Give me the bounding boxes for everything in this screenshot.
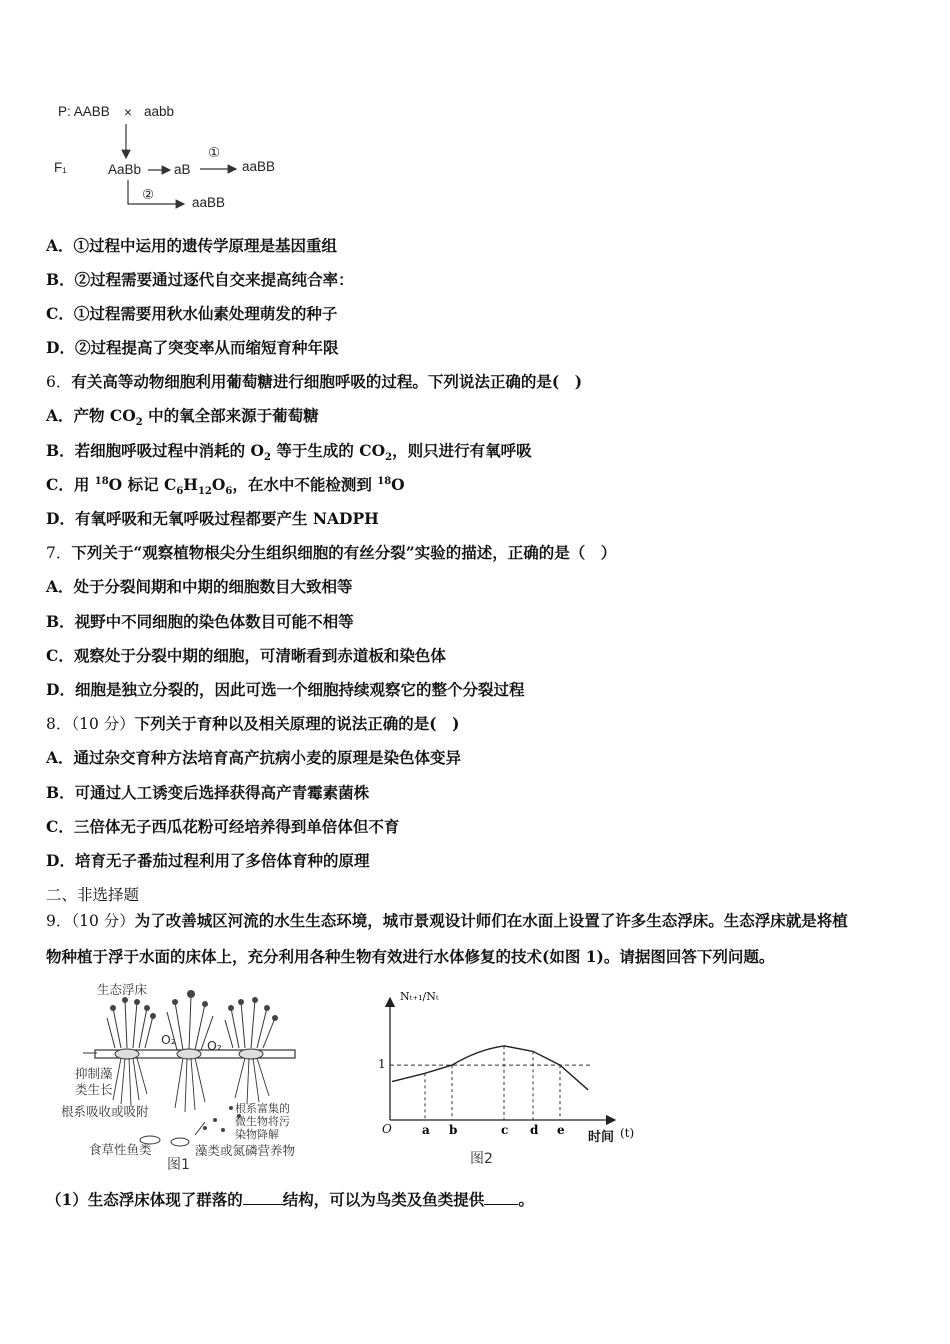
step1-mark: ① [208,145,221,160]
x-tick-e: e [557,1123,565,1137]
label-float-bed: 生态浮床 [97,982,148,997]
step1-result: aaBB [242,159,276,174]
q8-option-a: A．通过杂交育种方法培育高产抗病小麦的原理是染色体变异 [46,748,462,767]
blank-1[interactable] [243,1190,283,1205]
q8-stem: 8．（10 分）下列关于育种以及相关原理的说法正确的是( ) [46,714,460,733]
q5-option-d: D．②过程提高了突变率从而缩短育种年限 [46,338,339,357]
q8-option-c: C．三倍体无子西瓜花粉可经培养得到单倍体但不育 [46,817,400,836]
q5-option-a: A．①过程中运用的遗传学原理是基因重组 [46,236,338,255]
chart2-origin: O [382,1122,392,1136]
x-tick-d: d [530,1123,539,1137]
q7-stem: 7．下列关于“观察植物根尖分生组织细胞的有丝分裂”实验的描述，正确的是（ ） [46,543,617,562]
q6-option-a: A．产物 $CO_2$ 中的氧全部来源于葡萄糖 [46,406,319,429]
q9-stem-line2: 物种植于浮于水面的床体上，充分利用各种生物有效进行水体修复的技术(如图 1)。请据图回答下列问题。 [46,947,775,966]
parents-label: P: AABB [58,104,110,119]
chart2-y-label: Nₜ₊₁/Nₜ [400,990,439,1003]
label-fish: 食草性鱼类 [89,1142,152,1157]
q5-option-b: B．②过程需要通过逐代自交来提高纯合率： [46,270,354,289]
parent2-label: aabb [144,104,175,119]
q7-option-b: B．视野中不同细胞的染色体数目可能不相等 [46,612,354,631]
cross-diagram [50,98,310,218]
section-heading: 二、非选择题 [46,886,140,904]
label-algae: 藻类或氮磷营养物 [195,1143,296,1158]
x-tick-a: a [422,1123,430,1137]
step2-mark: ② [142,187,155,202]
label-microbe-2: 微生物将污 [235,1115,290,1128]
label-microbe-3: 染物降解 [235,1128,279,1141]
q9-stem-line1: 9．（10 分）为了改善城区河流的水生生态环境，城市景观设计师们在水面上设置了许多生态浮床。生态浮床就是将植 [46,911,848,930]
q6-option-c: C．用 $^{18}$O 标记 $C_6H_{12}O_6$，在水中不能检测到 $^{18}$O [46,475,405,498]
label-o2-a: O₂ [161,1032,176,1047]
q6-option-d: D．有氧呼吸和无氧呼吸过程都要产生 NADPH [46,509,379,528]
label-o2-b: O₂ [207,1038,222,1053]
cross-arrows [50,98,310,218]
f1-label: F₁ [54,160,67,175]
figure-1 [55,980,315,1172]
q6-stem: 6．有关高等动物细胞利用葡萄糖进行细胞呼吸的过程。下列说法正确的是( ) [46,372,583,391]
gamete-label: aB [174,162,191,177]
series-line-ratio [392,1046,588,1090]
f1-genotype: AaBb [108,162,142,177]
x-tick-c: c [501,1123,509,1137]
q9-sub1: （1）生态浮床体现了群落的 结构，可以为鸟类及鱼类提供 。 [46,1190,534,1209]
step2-result: aaBB [192,195,226,210]
label-microbe-1: 根系富集的 [235,1102,290,1115]
figure2-caption: 图2 [470,1151,493,1167]
q6-option-b: B．若细胞呼吸过程中消耗的 $O_2$ 等于生成的 $CO_2$，则只进行有氧呼吸 [46,441,532,464]
figure-2 [350,990,650,1170]
label-inhibit-2: 类生长 [75,1082,113,1097]
q7-option-a: A．处于分裂间期和中期的细胞数目大致相等 [46,577,353,596]
q5-option-c: C．①过程需要用秋水仙素处理萌发的种子 [46,304,338,323]
q7-option-c: C．观察处于分裂中期的细胞，可清晰看到赤道板和染色体 [46,646,446,665]
x-tick-b: b [449,1123,458,1137]
chart2-x-unit: (t) [620,1126,635,1140]
label-inhibit-1: 抑制藻 [75,1066,113,1081]
blank-2[interactable] [484,1190,518,1205]
q8-option-d: D．培育无子番茄过程利用了多倍体育种的原理 [46,851,370,870]
label-root-absorb: 根系吸收或吸附 [61,1104,149,1119]
q7-option-d: D．细胞是独立分裂的，因此可选一个细胞持续观察它的整个分裂过程 [46,680,525,699]
cross-sign: × [124,105,132,120]
chart2-x-label: 时间 [588,1130,615,1145]
q8-option-b: B．可通过人工诱变后选择获得高产青霉素菌株 [46,783,370,802]
chart2-y-tick: 1 [378,1057,386,1071]
figure1-caption: 图1 [167,1157,190,1173]
